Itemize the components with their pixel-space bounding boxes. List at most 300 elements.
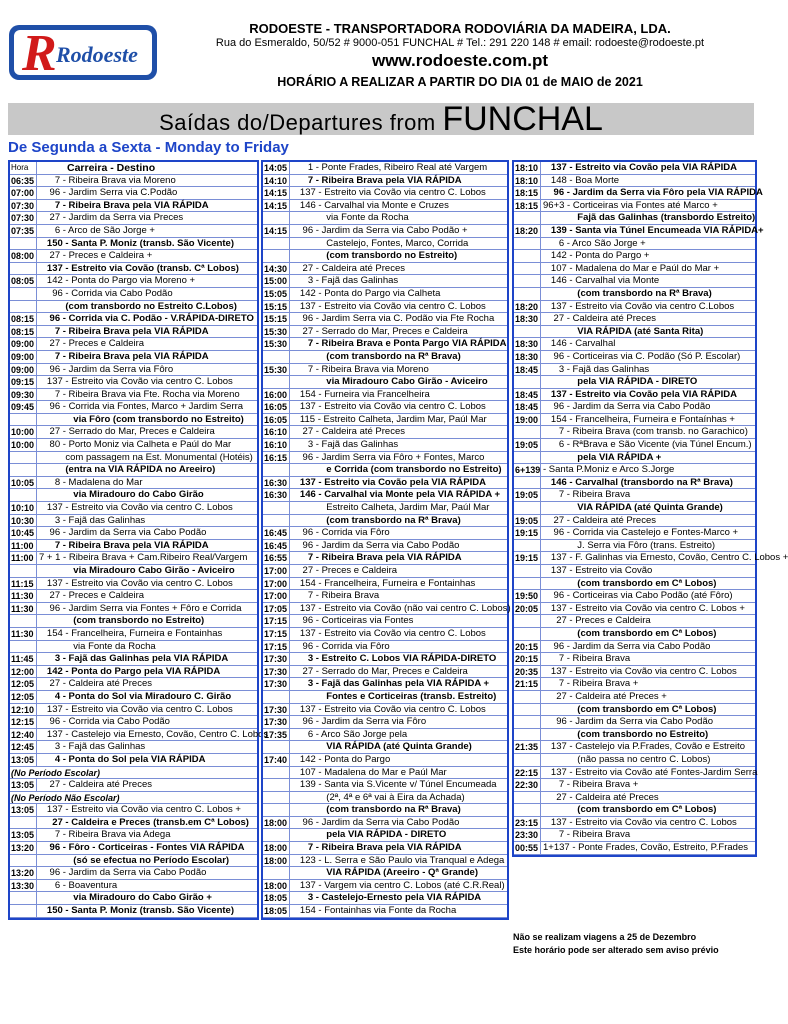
table-row: [514, 200, 755, 213]
table-row: [10, 603, 257, 616]
departure-time: 18:10: [514, 175, 541, 187]
departure-time: [263, 804, 290, 816]
route-destination: 137 - Estreito via Covão até Fontes-Jardim Serra: [543, 766, 758, 778]
route-destination: (com transbordo em Cª Lobos): [543, 703, 717, 715]
route-destination: 27 - Preces e Caldeira: [39, 590, 145, 602]
departure-time: [514, 792, 541, 804]
route-destination: via Fonte da Rocha: [292, 212, 409, 224]
departure-time: 16:05: [263, 414, 290, 426]
table-row: [10, 628, 257, 641]
table-row: [263, 829, 507, 842]
departure-time: 19:50: [514, 590, 541, 602]
departure-time: 20:15: [514, 653, 541, 665]
departure-time: 20:15: [514, 641, 541, 653]
table-row: [514, 502, 755, 515]
departure-time: 18:45: [514, 401, 541, 413]
departure-time: 12:40: [10, 729, 37, 741]
departure-time: [263, 515, 290, 527]
route-destination: 27 - Jardim da Serra via Preces: [39, 212, 184, 224]
departure-time: 14:15: [263, 187, 290, 199]
departure-time: 18:00: [263, 880, 290, 892]
table-row: [514, 414, 755, 427]
table-row: [10, 905, 257, 918]
route-destination: 146 - Carvalhal: [543, 338, 616, 350]
route-destination: 27 - Serrado do Mar, Preces e Caldeira: [292, 325, 468, 337]
departure-time: 23:15: [514, 817, 541, 829]
table-row: [514, 313, 755, 326]
route-destination: 6 - Boaventura: [39, 879, 118, 891]
table-row: [514, 364, 755, 377]
banner-city: FUNCHAL: [442, 100, 603, 138]
table-row: [10, 552, 257, 565]
departure-time: 12:05: [10, 691, 37, 703]
route-destination: 96 - Jardim da Serra via Cabo Podão: [543, 640, 711, 652]
departure-time: [514, 716, 541, 728]
departure-time: 10:45: [10, 527, 37, 539]
table-row: [514, 704, 755, 717]
table-row: [10, 452, 257, 465]
table-row: [263, 225, 507, 238]
table-row: [263, 653, 507, 666]
departure-time: [263, 767, 290, 779]
departure-time: 13:05: [10, 754, 37, 766]
route-destination: 96 - Corrida via Cabo Podão: [39, 287, 173, 299]
departure-time: 12:15: [10, 716, 37, 728]
table-row: [263, 578, 507, 591]
departure-time: 12:45: [10, 741, 37, 753]
departure-time: 17:00: [263, 590, 290, 602]
departure-time: 16:15: [263, 452, 290, 464]
route-destination: 142 - Ponta do Pargo +: [543, 250, 650, 262]
departure-time: [514, 326, 541, 338]
departure-time: 18:30: [514, 351, 541, 363]
route-destination: (com transbordo em Cª Lobos): [543, 577, 717, 589]
route-destination: 123 - L. Serra e São Paulo via Tranqual e Adega: [292, 854, 505, 866]
route-destination: 27 - Preces e Caldeira: [292, 565, 398, 576]
table-row: [263, 678, 507, 691]
route-destination: VIA RÁPIDA (até Quinta Grande): [292, 741, 472, 753]
table-row: [10, 792, 257, 805]
route-destination: pela VIA RÁPIDA - DIRETO: [543, 376, 698, 388]
table-row: [10, 288, 257, 301]
table-row: [10, 653, 257, 666]
departure-time: 16:30: [263, 477, 290, 489]
departure-time: 17:40: [263, 754, 290, 766]
table-row: [10, 704, 257, 717]
departure-time: 11:00: [10, 540, 37, 552]
table-row: [514, 552, 788, 565]
route-destination: 96 - Jardim da Serra via Cabo Podão: [292, 816, 460, 828]
route-destination: 27 - Caldeira até Preces: [543, 791, 659, 803]
departure-time: 18:15: [514, 200, 541, 212]
route-destination: 6 - Arco São Jorge +: [543, 237, 646, 249]
route-destination: 3 - Fajã das Galinhas: [292, 275, 399, 287]
table-row: [514, 829, 755, 842]
table-row: [10, 779, 257, 792]
departure-time: 15:30: [263, 326, 290, 338]
table-row: [10, 175, 257, 188]
table-row: [263, 452, 507, 465]
table-row: [514, 326, 755, 339]
table-row: [263, 489, 507, 502]
route-destination: 27 - Caldeira até Preces +: [543, 690, 667, 702]
departure-time: [10, 301, 37, 313]
website[interactable]: www.rodoeste.com.pt: [371, 51, 548, 70]
departure-time: 15:00: [263, 275, 290, 287]
table-row: [263, 905, 507, 918]
table-row: [263, 602, 511, 616]
departure-time: [514, 212, 541, 224]
departure-time: 13:05: [10, 829, 37, 841]
departure-time: 11:00: [10, 552, 37, 564]
route-destination: 139 - Santa via Túnel Encumeada VIA RÁPIDA+: [543, 224, 764, 236]
route-destination: 7 - Ribeira Brava: [543, 829, 631, 841]
departure-time: 14:10: [263, 175, 290, 187]
route-destination: 96 - Corticeiras via Fontes: [292, 615, 414, 627]
departure-time: 07:35: [10, 225, 37, 237]
departure-time: [514, 540, 541, 552]
table-row: [514, 212, 755, 225]
route-destination: via Miradouro do Cabo Girão +: [39, 892, 212, 904]
departure-time: 18:30: [514, 313, 541, 325]
departure-time: 08:00: [10, 250, 37, 262]
departure-time: 18:30: [514, 338, 541, 350]
table-row: [263, 641, 507, 654]
route-destination: 7 - Ribeira Brava e Ponta Pargo VIA RÁPIDA: [292, 338, 507, 350]
departure-time: 18:15: [514, 187, 541, 199]
departure-time: 11:45: [10, 653, 37, 665]
route-destination: 137 - Estreito via Covão via centro C. Lobos: [39, 577, 233, 589]
departure-time: 12:00: [10, 666, 37, 678]
route-destination: 142 - Ponta do Pargo pela VIA RÁPIDA: [39, 665, 221, 677]
table-row: [514, 376, 755, 389]
departure-time: 07:30: [10, 200, 37, 212]
route-destination: 148 - Boa Morte: [543, 174, 620, 186]
departure-time: 20:05: [514, 603, 541, 615]
table-row: [263, 855, 507, 868]
route-destination: 137 - Estreito via Covão pela VIA RÁPIDA: [292, 476, 486, 488]
departure-time: 13:30: [10, 880, 37, 892]
departure-time: 16:45: [263, 527, 290, 539]
table-row: [10, 187, 257, 200]
table-row: [263, 502, 507, 515]
table-row: [514, 389, 755, 402]
table-row: [263, 263, 507, 276]
route-destination: 3 - Fajã das Galinhas pela VIA RÁPIDA: [39, 653, 229, 665]
departure-time: [514, 288, 541, 300]
route-destination: 115 - Estreito Calheta, Jardim Mar, Paúl Mar: [292, 413, 487, 425]
route-destination: 27 - Serrado do Mar, Preces e Caldeira: [39, 426, 215, 438]
route-destination: 137 - Estreito via Covão pela VIA RÁPIDA: [543, 388, 737, 400]
route-destination: 80 - Porto Moniz via Calheta e Paúl do Mar: [39, 439, 232, 451]
departure-time: 11:30: [10, 590, 37, 602]
departure-time: 18:00: [263, 855, 290, 867]
table-row: [10, 741, 257, 754]
route-destination: 96 - Corrida via Fontes, Marco + Jardim Serra: [39, 401, 244, 413]
table-row: [263, 250, 507, 263]
departure-time: [514, 263, 541, 275]
route-destination: (No Período Escolar): [11, 767, 101, 778]
route-destination: via Fonte da Rocha: [39, 640, 156, 652]
departure-time: 09:00: [10, 351, 37, 363]
route-destination: Fajã das Galinhas (transbordo Estreito): [543, 212, 756, 224]
route-destination: Castelejo, Fontes, Marco, Corrida: [292, 237, 469, 249]
table-row: [514, 691, 755, 704]
route-destination: 27 - Preces e Caldeira +: [39, 250, 153, 262]
route-destination: 3 - Fajã das Galinhas: [39, 741, 146, 753]
route-destination: 27 - Caldeira até Preces: [39, 779, 152, 791]
departure-time: 11:30: [10, 628, 37, 640]
route-destination: 146 - Carvalhal (transbordo na Rª Brava): [543, 476, 733, 488]
route-destination: 3 - Estreito C. Lobos VIA RÁPIDA-DIRETO: [292, 653, 497, 665]
route-destination: 154 - Francelheira, Furneira e Fontainhas: [292, 577, 476, 589]
departure-time: 19:05: [514, 515, 541, 527]
departure-time: 11:15: [10, 578, 37, 590]
table-row: [10, 754, 257, 767]
route-destination: VIA RÁPIDA (até Santa Rita): [543, 325, 704, 337]
route-destination: 96 - Jardim Serra via Fôro + Fontes, Marco: [292, 451, 485, 463]
departure-time: 15:30: [263, 364, 290, 376]
route-destination: 96 - Jardim da Serra via Cabo Podão: [543, 716, 714, 728]
departure-time: 10:10: [10, 502, 37, 514]
table-row: [263, 540, 507, 553]
time-header: Hora: [10, 162, 37, 174]
table-row: [514, 452, 755, 465]
banner-text: Saídas do/Departures from: [159, 110, 443, 135]
table-row: [263, 615, 507, 628]
table-row: [514, 351, 755, 364]
departure-time: [514, 804, 541, 816]
departure-time: [514, 250, 541, 262]
departure-time: [10, 892, 37, 904]
table-row: [10, 502, 257, 515]
table-row: [263, 288, 507, 301]
route-destination: 7 - Ribeira Brava via Adega: [39, 829, 171, 841]
departure-time: 18:10: [514, 162, 541, 174]
route-destination: 154 - Francelheira, Furneira e Fontainhas: [39, 627, 223, 639]
departure-time: 15:30: [263, 338, 290, 350]
table-row: [10, 716, 257, 729]
table-row: [514, 489, 755, 502]
route-destination: 96 - Jardim Serra via Fontes + Fôro e Corrida: [39, 602, 242, 614]
route-destination: 96 - Corticeiras via C. Podão (Só P. Escolar): [543, 350, 741, 362]
departure-time: [263, 779, 290, 791]
table-row: [263, 527, 507, 540]
departure-time: 19:15: [514, 552, 541, 564]
departure-time: [263, 464, 290, 476]
company-address: Rua do Esmeraldo, 50/52 # 9000-051 FUNCHAL # Tel.: 291 220 148 # email: rodoeste@rodoeste.pt: [215, 37, 705, 49]
table-row: [514, 817, 755, 830]
route-destination: 96 - Corrida via C. Podão - V.RÁPIDA-DIRETO: [39, 313, 254, 325]
table-row: [514, 615, 755, 628]
company-name: RODOESTE - TRANSPORTADORA RODOVIÁRIA DA MADEIRA, LDA.: [249, 21, 671, 36]
route-destination: 142 - Ponta do Pargo: [292, 753, 391, 765]
table-row: [514, 426, 755, 439]
departure-time: [263, 829, 290, 841]
departure-time: [514, 502, 541, 514]
departure-time: [514, 452, 541, 464]
table-row: [514, 729, 755, 742]
table-row: [514, 792, 755, 805]
departure-time: [263, 212, 290, 224]
route-destination: 1+137 - Ponte Frades, Covão, Estreito, P.Frades: [543, 842, 748, 854]
table-row: [263, 426, 507, 439]
table-row: [10, 326, 257, 339]
route-destination: 7 - Ribeira Brava pela VIA RÁPIDA: [39, 199, 209, 211]
route-destination: 146 - Carvalhal via Monte e Cruzes: [292, 199, 449, 211]
table-row: [263, 301, 507, 314]
departure-time: [263, 351, 290, 363]
departure-time: 17:00: [263, 565, 290, 577]
departure-time: [10, 565, 37, 577]
route-destination: pela VIA RÁPIDA - DIRETO: [292, 829, 447, 841]
table-row: [263, 867, 507, 880]
route-destination: 7 - Ribeira Brava: [292, 590, 380, 602]
route-destination: 6 - RªBrava e São Vicente (via Túnel Encum.): [543, 439, 752, 451]
route-destination: 96 - Corrida via Fôro: [292, 527, 390, 539]
timetable-column-2: [261, 160, 509, 920]
departures-banner: [8, 100, 754, 138]
departure-time: [10, 414, 37, 426]
route-destination: 137 - Estreito via Covão via centro C. Lobos: [292, 627, 486, 639]
route-destination: (com transbordo na Rª Brava): [543, 287, 712, 299]
route-destination: 96 - Jardim da Serra via Fôro: [39, 363, 174, 375]
note-changes: Este horário pode ser alterado sem aviso prévio: [513, 944, 719, 955]
table-row: [10, 250, 257, 263]
table-row: [514, 439, 755, 452]
table-row: [514, 238, 755, 251]
departure-time: 17:30: [263, 716, 290, 728]
departure-time: 19:15: [514, 527, 541, 539]
route-destination: 1 - Ponte Frades, Ribeiro Real até Vargem: [292, 162, 488, 173]
departure-time: [10, 263, 37, 275]
departure-time: [263, 792, 290, 804]
route-destination: 7 - Ribeira Brava pela VIA RÁPIDA: [292, 174, 462, 186]
departure-time: [263, 741, 290, 753]
route-destination: VIA RÁPIDA (Areeiro - Qª Grande): [292, 867, 478, 879]
table-row: [263, 628, 507, 641]
route-destination: 7 - Ribeira Brava pela VIA RÁPIDA: [39, 539, 209, 551]
route-destination: 139 - Santa via S.Vicente v/ Túnel Encumeada: [292, 779, 497, 791]
route-header: Carreira - Destino: [67, 162, 156, 174]
table-row: [514, 766, 758, 780]
table-row: [263, 741, 507, 754]
route-destination: 7 - Ribeira Brava pela VIA RÁPIDA: [292, 842, 462, 854]
route-destination: 27 - Caldeira e Preces (transb.em Cª Lobos): [39, 816, 249, 828]
table-row: [263, 691, 507, 704]
departure-time: [514, 477, 541, 489]
table-row: [10, 263, 257, 276]
departure-time: 19:05: [514, 489, 541, 501]
departure-time: 14:15: [263, 225, 290, 237]
table-row: [514, 779, 755, 792]
route-destination: (com transbordo na Rª Brava): [292, 350, 461, 362]
route-destination: 27 - Preces e Caldeira: [543, 615, 651, 627]
departure-time: [10, 489, 37, 501]
route-destination: 96 - Jardim da Serra via Cabo Podão: [292, 539, 460, 551]
table-row: [514, 527, 755, 540]
table-row: [10, 678, 257, 691]
route-destination: VIA RÁPIDA (até Quinta Grande): [543, 502, 723, 514]
departure-time: 16:10: [263, 439, 290, 451]
departure-time: 22:15: [514, 767, 541, 779]
table-row: [263, 439, 507, 452]
table-row: [10, 275, 257, 288]
table-row: [514, 162, 755, 175]
route-destination: 137 - F. Galinhas via Ernesto, Covão, Centro C. Lobos +: [543, 552, 788, 564]
departure-time: 18:05: [263, 892, 290, 904]
table-row: [10, 880, 257, 893]
rodoeste-logo: R Rodoeste: [9, 25, 157, 80]
route-destination: 96 - Jardim Serra via C. Podão via Fte Rocha: [292, 313, 495, 325]
route-destination: 96 - Corticeiras via Cabo Podão (até Fôro): [543, 590, 733, 602]
route-destination: 7 + 1 - Ribeira Brava + Cam.Ribeiro Real/Vargem: [39, 552, 248, 564]
table-row: [263, 515, 507, 528]
route-destination: (No Período Não Escolar): [11, 792, 120, 803]
departure-time: 16:30: [263, 489, 290, 501]
departure-time: [10, 905, 37, 917]
table-row: [10, 615, 257, 628]
route-destination: 137 - Estreito via Covão via centro C. Lobos: [292, 703, 486, 715]
departure-time: [10, 452, 37, 464]
departure-time: 00:55: [514, 842, 541, 854]
table-row: [10, 389, 257, 402]
route-destination: (com transbordo na Rª Brava): [292, 804, 461, 816]
table-row: [10, 892, 257, 905]
route-destination: via Miradouro do Cabo Girão: [39, 489, 204, 501]
departure-time: [10, 238, 37, 250]
departure-time: [514, 628, 541, 640]
table-row: [263, 892, 507, 905]
table-row: [10, 200, 257, 213]
table-row: [10, 477, 257, 490]
departure-time: 17:15: [263, 641, 290, 653]
route-destination: 7 - Ribeira Brava via Moreno: [292, 363, 429, 375]
table-row: [263, 704, 507, 717]
route-destination: 96 - Jardim da Serra via Fôro pela VIA RÁPIDA: [543, 187, 763, 199]
table-row: [10, 351, 257, 364]
route-destination: 96 - Jardim da Serra via Cabo Podão: [543, 401, 711, 413]
table-row: [514, 653, 755, 666]
table-row: [10, 855, 257, 868]
table-row: [514, 263, 755, 276]
route-destination: 96 - Jardim da Serra via Cabo Podão: [39, 527, 207, 539]
table-row: [263, 792, 507, 805]
table-row: [263, 351, 507, 364]
route-destination: (com transbordo no Estreito): [39, 615, 205, 627]
notes: [513, 931, 719, 956]
departure-time: 16:55: [263, 552, 290, 564]
table-row: [263, 880, 507, 893]
table-row: [10, 212, 257, 225]
table-row: [263, 212, 507, 225]
route-destination: 27 - Preces e Caldeira: [39, 338, 145, 350]
departure-time: 14:30: [263, 263, 290, 275]
table-row: [263, 389, 507, 402]
route-destination: 6 - Arco São Jorge pela: [292, 728, 408, 740]
table-row: [10, 338, 257, 351]
table-row: [263, 200, 507, 213]
departure-time: 22:30: [514, 779, 541, 791]
route-destination: 146 - Carvalhal via Monte: [543, 275, 660, 287]
departure-time: 14:05: [263, 162, 290, 174]
departure-time: [263, 502, 290, 514]
departure-time: 18:20: [514, 301, 541, 313]
route-destination: via Miradouro Cabo Girão - Aviceiro: [39, 565, 235, 576]
route-destination: 7 - Ribeira Brava pela VIA RÁPIDA: [39, 325, 209, 337]
table-row: [263, 779, 507, 792]
table-row: [263, 401, 507, 414]
